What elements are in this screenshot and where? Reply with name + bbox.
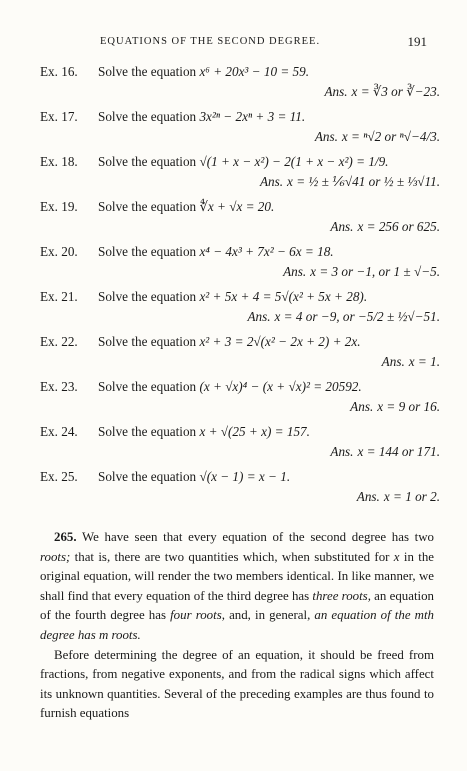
exercise-answer bbox=[315, 129, 440, 145]
text-run: an equation of the fourth degree has bbox=[40, 588, 434, 623]
answer-value: x = 1 or 2. bbox=[383, 489, 440, 504]
answer-word: Ans. bbox=[330, 444, 354, 459]
answer-value: x = 256 or 625. bbox=[357, 219, 440, 234]
answer-word: Ans. bbox=[356, 489, 380, 504]
exercise-prompt: Solve the equation bbox=[98, 154, 197, 169]
exercise-equation: ∜x + √x = 20. bbox=[199, 199, 275, 214]
exercise-label: Ex. 23. bbox=[40, 379, 78, 394]
exercise-equation: x⁶ + 20x³ − 10 = 59. bbox=[199, 64, 310, 79]
exercise-answer bbox=[330, 444, 440, 460]
exercise-statement bbox=[40, 469, 440, 485]
emphasis-mth-degree: an equation of the mth degree has m roots. bbox=[40, 608, 434, 642]
emphasis-x: x bbox=[393, 549, 400, 564]
exercise-list bbox=[40, 64, 440, 514]
exercise-answer bbox=[382, 354, 440, 370]
text-run: We have seen that every equation of the second degree has two bbox=[82, 530, 434, 544]
exercise-prompt: Solve the equation bbox=[98, 199, 197, 214]
answer-word: Ans. bbox=[381, 354, 405, 369]
exercise-prompt: Solve the equation bbox=[98, 469, 197, 484]
answer-word: Ans. bbox=[314, 129, 338, 144]
exercise-statement bbox=[40, 334, 440, 350]
exercise-prompt: Solve the equation bbox=[98, 379, 197, 394]
exercise-equation: 3x²ⁿ − 2xⁿ + 3 = 11. bbox=[199, 109, 306, 124]
answer-value: x = 4 or −9, or −5/2 ± ½√−51. bbox=[274, 309, 440, 324]
exercise-statement bbox=[40, 199, 440, 215]
exercise-item bbox=[40, 199, 440, 244]
answer-value: x = ⁿ√2 or ⁿ√−4/3. bbox=[341, 129, 440, 144]
exercise-answer bbox=[260, 174, 440, 190]
answer-word: Ans. bbox=[259, 174, 284, 189]
section-paragraph-2: Before determining the degree of an equation, it should be freed from fractions, from negative exponents, and from the radical signs which affect its unknown quantities. Several of the preceding examples are thus found to furnish equations bbox=[40, 647, 434, 721]
exercise-label: Ex. 22. bbox=[40, 334, 78, 349]
answer-word: Ans. bbox=[324, 84, 348, 99]
text-run: that is, there are two quantities which, when substituted for bbox=[70, 549, 394, 564]
exercise-answer bbox=[350, 399, 440, 415]
answer-value: x = 9 or 16. bbox=[377, 399, 440, 414]
exercise-prompt: Solve the equation bbox=[98, 289, 197, 304]
exercise-answer bbox=[330, 219, 440, 235]
exercise-item bbox=[40, 469, 440, 514]
exercise-item bbox=[40, 154, 440, 199]
section-paragraph-1 bbox=[40, 528, 434, 646]
text-run: and, in general, bbox=[224, 608, 315, 623]
emphasis-four-roots: four roots, bbox=[170, 608, 225, 623]
exercise-statement bbox=[40, 379, 440, 395]
exercise-label: Ex. 21. bbox=[40, 289, 78, 304]
exercise-prompt: Solve the equation bbox=[98, 424, 197, 439]
answer-value: x = ∛3 or ∛−23. bbox=[351, 84, 440, 99]
running-head: EQUATIONS OF THE SECOND DEGREE. bbox=[100, 36, 321, 47]
exercise-answer bbox=[357, 489, 440, 505]
answer-word: Ans. bbox=[283, 264, 307, 279]
exercise-statement bbox=[40, 154, 440, 170]
exercise-item bbox=[40, 379, 440, 424]
exercise-label: Ex. 18. bbox=[40, 154, 78, 169]
page-header bbox=[40, 34, 427, 50]
exercise-equation: x⁴ − 4x³ + 7x² − 6x = 18. bbox=[199, 244, 334, 259]
answer-word: Ans. bbox=[350, 399, 374, 414]
exercise-label: Ex. 20. bbox=[40, 244, 78, 259]
exercise-answer bbox=[324, 84, 440, 100]
exercise-prompt: Solve the equation bbox=[98, 334, 197, 349]
emphasis-three-roots: three roots, bbox=[312, 588, 371, 603]
exercise-equation: (x + √x)⁴ − (x + √x)² = 20592. bbox=[199, 379, 362, 394]
emphasis-roots: roots; bbox=[40, 549, 71, 564]
exercise-statement bbox=[40, 289, 440, 305]
exercise-equation: x + √(25 + x) = 157. bbox=[199, 424, 310, 439]
exercise-item bbox=[40, 64, 440, 109]
exercise-prompt: Solve the equation bbox=[98, 64, 197, 79]
section-265 bbox=[40, 528, 434, 724]
exercise-answer bbox=[247, 309, 440, 325]
exercise-item bbox=[40, 244, 440, 289]
exercise-label: Ex. 17. bbox=[40, 109, 78, 124]
exercise-prompt: Solve the equation bbox=[98, 244, 197, 259]
exercise-statement bbox=[40, 64, 440, 80]
exercise-prompt: Solve the equation bbox=[98, 109, 197, 124]
answer-value: x = 1. bbox=[408, 354, 440, 369]
exercise-statement bbox=[40, 424, 440, 440]
exercise-label: Ex. 24. bbox=[40, 424, 78, 439]
answer-value: x = 3 or −1, or 1 ± √−5. bbox=[310, 264, 440, 279]
exercise-item bbox=[40, 334, 440, 379]
exercise-label: Ex. 25. bbox=[40, 469, 78, 484]
exercise-label: Ex. 16. bbox=[40, 64, 78, 79]
page-number: 191 bbox=[407, 34, 427, 49]
exercise-label: Ex. 19. bbox=[40, 199, 78, 214]
exercise-item bbox=[40, 109, 440, 154]
exercise-equation: √(x − 1) = x − 1. bbox=[199, 469, 291, 484]
exercise-equation: √(1 + x − x²) − 2(1 + x − x²) = 1/9. bbox=[199, 154, 389, 169]
exercise-equation: x² + 3 = 2√(x² − 2x + 2) + 2x. bbox=[199, 334, 361, 349]
exercise-item bbox=[40, 289, 440, 334]
answer-word: Ans. bbox=[247, 309, 271, 324]
answer-value: x = ½ ± ⅙√41 or ½ ± ⅓√11. bbox=[287, 174, 440, 189]
exercise-item bbox=[40, 424, 440, 469]
answer-word: Ans. bbox=[330, 219, 354, 234]
exercise-statement bbox=[40, 244, 440, 260]
answer-value: x = 144 or 171. bbox=[357, 444, 440, 459]
text-run: in the original equation, will render the two members identical. In like manner, we shall find that every equation of the third degree has bbox=[40, 549, 434, 603]
exercise-answer bbox=[283, 264, 440, 280]
exercise-equation: x² + 5x + 4 = 5√(x² + 5x + 28). bbox=[199, 289, 368, 304]
exercise-statement bbox=[40, 109, 440, 125]
section-number: 265. bbox=[54, 530, 77, 544]
